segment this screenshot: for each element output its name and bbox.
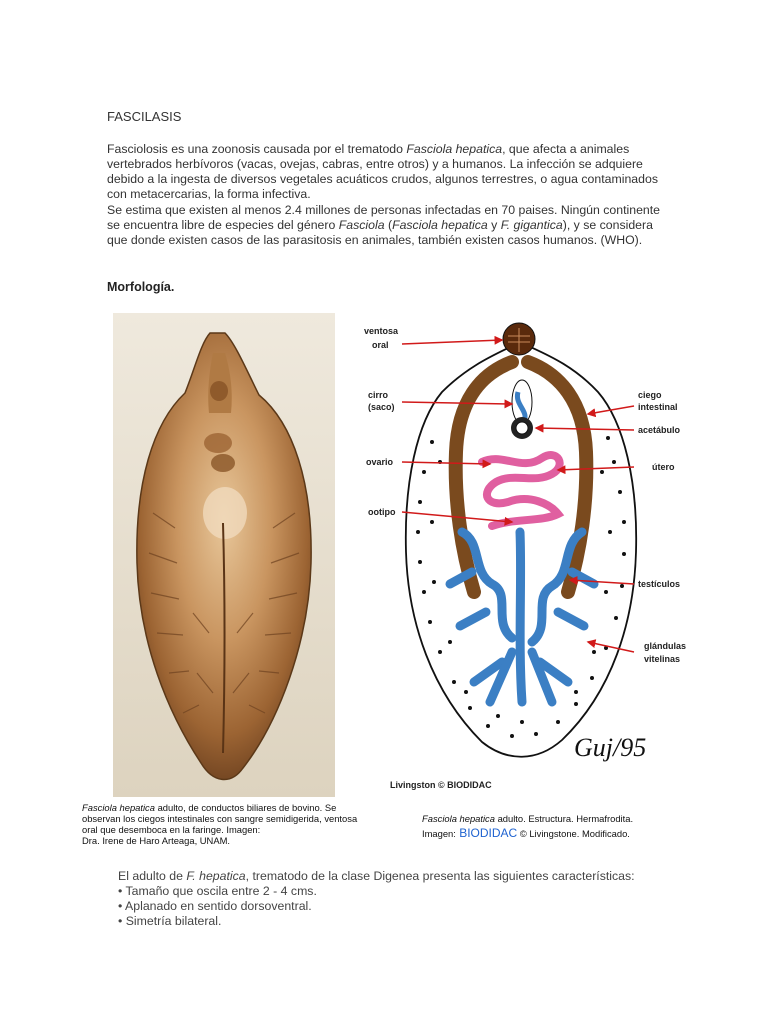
fluke-photo-image xyxy=(113,313,335,797)
photo-caption: Fasciola hepatica adulto, de conductos biliares de bovino. Se observan los ciegos intestinales con sangre semidigerida, ventosa oral que desemboca en la faringe. Imagen: Dra. Irene de Haro Arteaga, UNAM. xyxy=(82,802,358,846)
intro-paragraph-2: Se estima que existen al menos 2.4 millones de personas infectadas en 70 paises. Ningún continente se encuentra libre de especies del género Fasciola (Fasciola hepatica y F. gigantica), y se considera que donde existen casos de las parasitosis en animales, también existen casos humanos. (WHO). xyxy=(107,203,661,247)
label-glandulas-1: glándulas xyxy=(644,641,687,651)
label-glandulas-2: vitelinas xyxy=(644,654,681,664)
bullet-item: • Aplanado en sentido dorsoventral. xyxy=(118,899,312,913)
fluke-anatomy-diagram xyxy=(362,322,702,794)
adult-characteristics xyxy=(118,869,635,929)
section-title: Morfología. xyxy=(107,280,175,294)
anatomy-diagram-image xyxy=(362,322,702,794)
label-ciego-1: ciego xyxy=(638,390,662,400)
label-cirro-1: cirro xyxy=(368,390,389,400)
bullet-item: • Tamaño que oscila entre 2 - 4 cms. xyxy=(118,884,317,898)
adult-intro: El adulto de F. hepatica, trematodo de la clase Digenea presenta las siguientes características: xyxy=(118,869,635,883)
label-cirro-2: (saco) xyxy=(368,402,395,412)
signature: Guj/95 xyxy=(574,733,647,762)
diagram-caption: Fasciola hepatica adulto. Estructura. Hermafrodita. Imagen: BIODIDAC © Livingstone. Modificado. xyxy=(422,813,634,840)
label-ciego-2: intestinal xyxy=(638,402,678,412)
label-ventosa-2: oral xyxy=(372,340,389,350)
fluke-photo xyxy=(113,313,335,797)
label-ovario: ovario xyxy=(366,457,394,467)
diagram-credit: Livingston © BIODIDAC xyxy=(390,780,492,790)
document-title: FASCILASIS xyxy=(107,109,182,124)
intro-paragraph-1: Fasciolosis es una zoonosis causada por el trematodo Fasciola hepatica, que afecta a animales vertebrados herbívoros (vacas, ovejas, cabras, entre otros) y a humanos. La infección se adquiere debido a la ingesta de diversos vegetales acuáticos crudos, algunos terrestres, o agua contaminados con metacercarias, la forma infectiva. xyxy=(107,142,658,201)
label-acetabulo: acetábulo xyxy=(638,425,681,435)
label-ventosa-1: ventosa xyxy=(364,326,399,336)
label-testiculos: testículos xyxy=(638,579,681,589)
label-utero: útero xyxy=(652,462,675,472)
bullet-item: • Simetría bilateral. xyxy=(118,914,222,928)
label-ootipo: ootipo xyxy=(368,507,396,517)
biodidac-link[interactable]: BIODIDAC xyxy=(455,826,518,840)
